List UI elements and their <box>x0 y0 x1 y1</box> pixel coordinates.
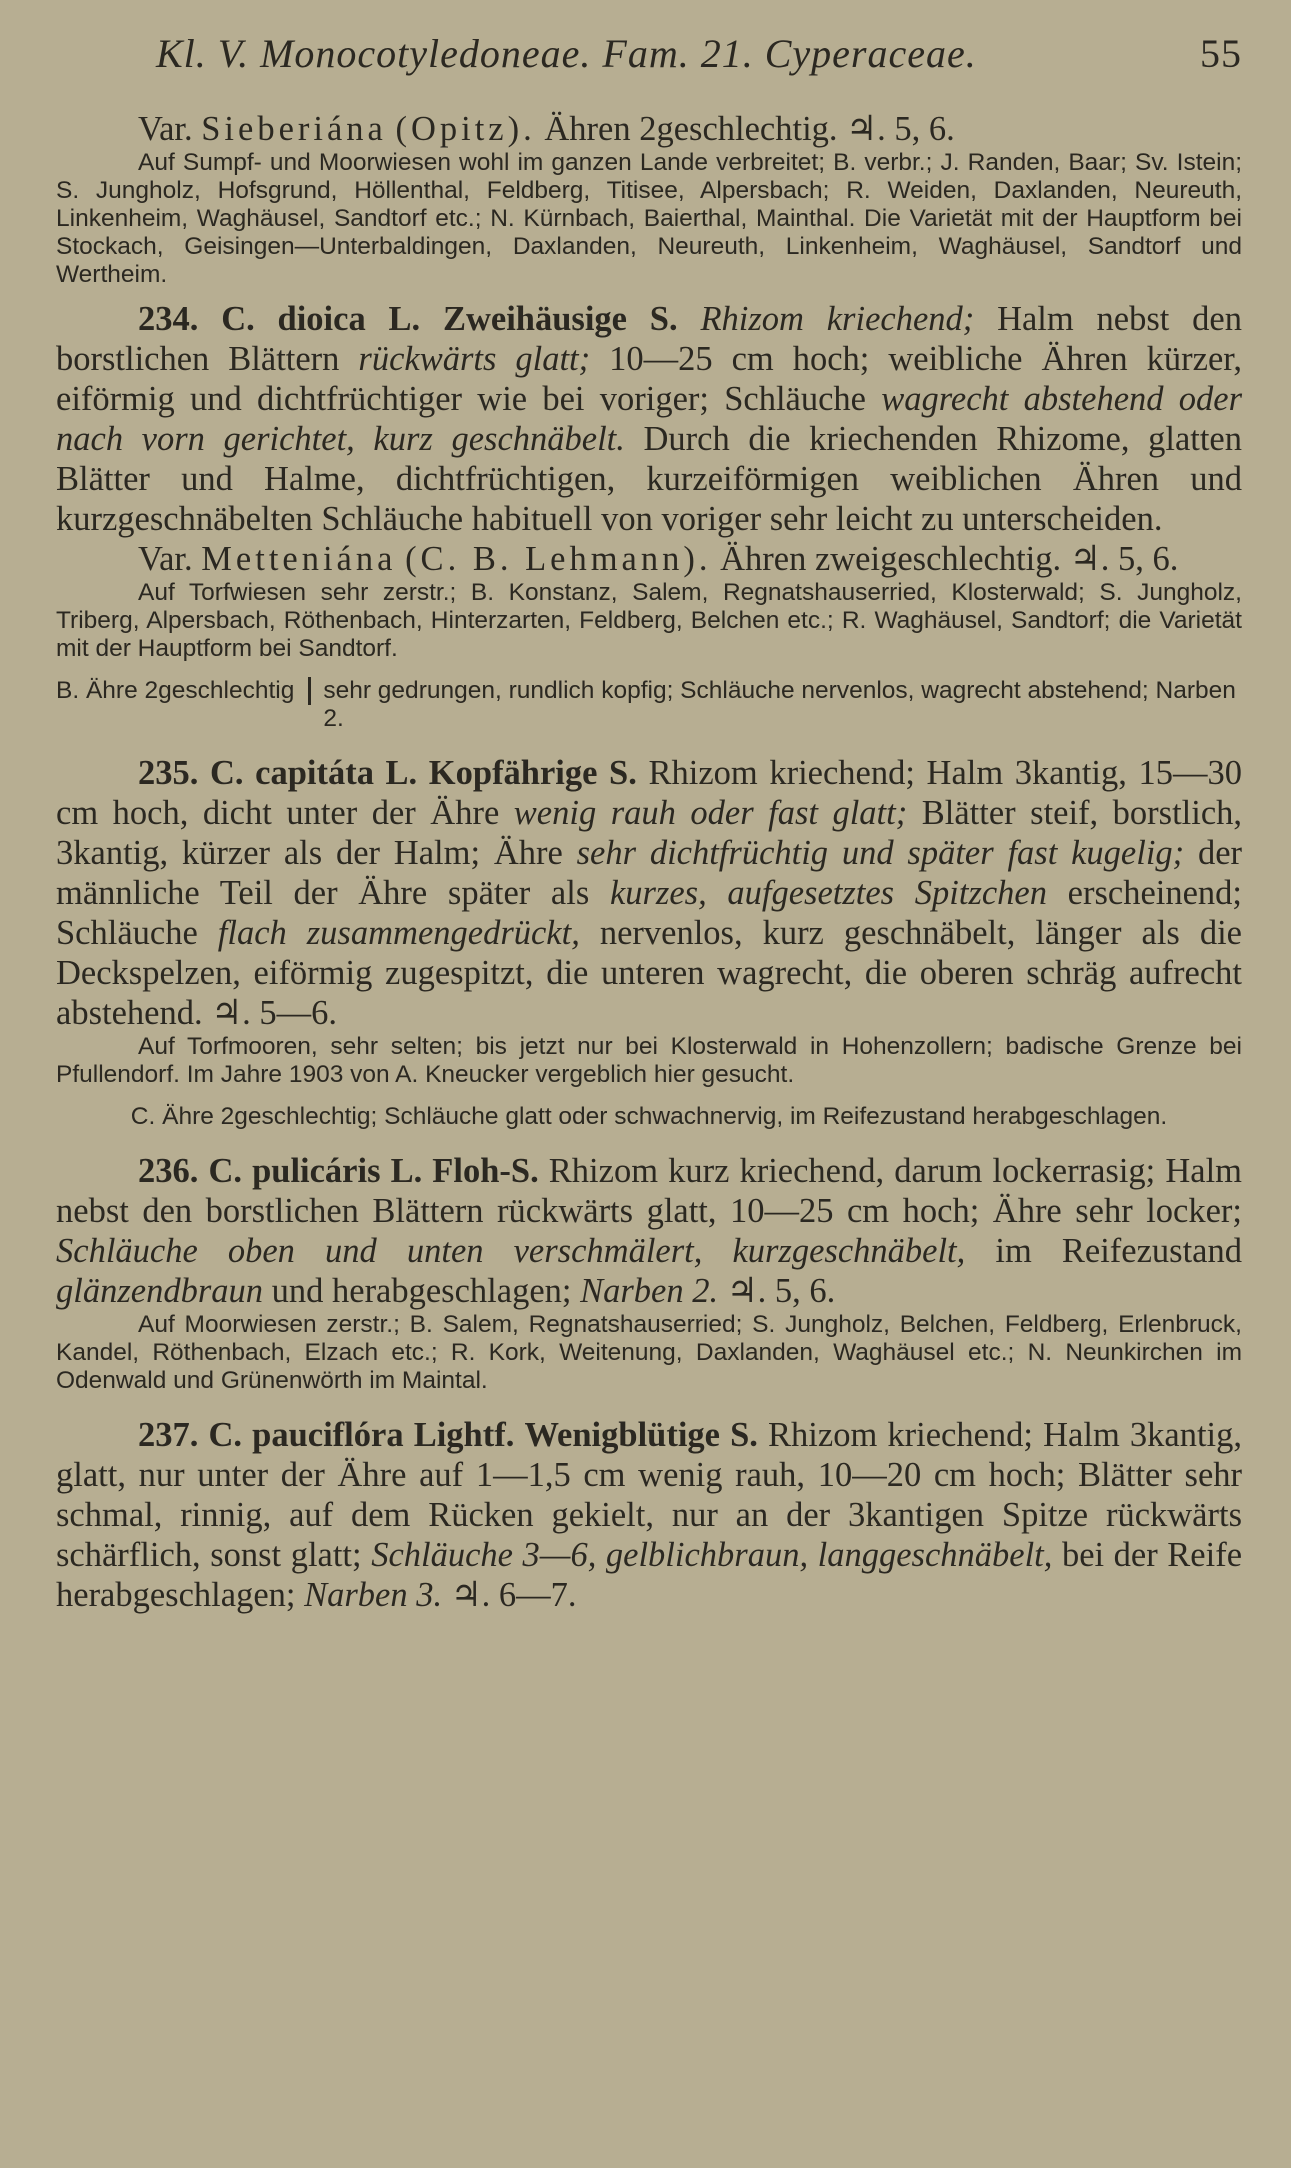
running-header <box>56 30 1242 77</box>
page <box>56 30 1242 1615</box>
header-title: Kl. V. Monocotyledoneae. Fam. 21. Cyperaceae. <box>156 31 977 76</box>
key-b-label: B. Ähre 2geschlechtig <box>56 677 311 705</box>
distribution-235: Auf Torfmooren, sehr selten; bis jetzt nur bei Klosterwald in Hohenzollern; badische Grenze bei Pfullendorf. Im Jahre 1903 von A. Kneucker vergeblich hier gesucht. <box>56 1033 1242 1088</box>
entry-235 <box>56 753 1242 1089</box>
variety-metteniana: Var. Metteniána (C. B. Lehmann). Ähren zweigeschlechtig. ♃. 5, 6. <box>138 540 1179 578</box>
variety-sieberiana: Var. Sieberiána (Opitz). Ähren 2geschlechtig. ♃. 5, 6. <box>138 110 955 148</box>
entry-237-text: 237. C. pauciflóra Lightf. Wenigblütige S. Rhizom kriechend; Halm 3kantig, glatt, nur unter der Ähre auf 1—1,5 cm wenig rauh, 10—20 cm hoch; Blätter sehr schmal, rinnig, auf dem Rücken gekielt, nur an der 3kantigen Spitze rückwärts schärflich, sonst glatt; Schläuche 3—6, gelblichbraun, langgeschnäbelt, bei der Reife herabgeschlagen; Narben 3. ♃. 6—7. <box>56 1416 1243 1614</box>
entry-237 <box>56 1415 1242 1615</box>
entry-236-text: 236. C. pulicáris L. Floh-S. Rhizom kurz kriechend, darum lockerrasig; Halm nebst den borstlichen Blättern rückwärts glatt, 10—25 cm hoch; Ähre sehr locker; Schläuche oben und unten verschmälert, kurzgeschnäbelt, im Reifezustand glänzendbraun und herabgeschlagen; Narben 2. ♃. 5, 6. <box>56 1152 1242 1310</box>
distribution-234: Auf Torfwiesen sehr zerstr.; B. Konstanz, Salem, Regnatshauserried, Klosterwald; S. Jungholz, Triberg, Alpersbach, Röthenbach, Hinterzarten, Feldberg, Belchen etc.; R. Waghäusel, Sandtorf; die Varietät mit der Hauptform bei Sandtorf. <box>56 579 1242 662</box>
entry-236 <box>56 1151 1242 1395</box>
key-b <box>56 677 1242 733</box>
page-number: 55 <box>1200 31 1242 76</box>
entry-234-text: 234. C. dioica L. Zweihäusige S. Rhizom kriechend; Halm nebst den borstlichen Blättern rückwärts glatt; 10—25 cm hoch; weibliche Ähren kürzer, eiförmig und dichtfrüchtiger wie bei voriger; Schläuche wagrecht abstehend oder nach vorn gerichtet, kurz geschnäbelt. Durch die kriechenden Rhizome, glatten Blätter und Halme, dichtfrüchtigen, kurzeiförmigen weiblichen Ähren und kurzgeschnäbelten Schläuche habituell von voriger sehr leicht zu unterscheiden. <box>56 300 1243 538</box>
entry-234 <box>56 299 1242 663</box>
key-b-text: sehr gedrungen, rundlich kopfig; Schläuche nervenlos, wagrecht abstehend; Narben 2. <box>323 677 1236 732</box>
key-c: C. Ähre 2geschlechtig; Schläuche glatt oder schwachnervig, im Reifezustand herabgeschlagen. <box>130 1103 1168 1130</box>
entry-235-text: 235. C. capitáta L. Kopfährige S. Rhizom kriechend; Halm 3kantig, 15—30 cm hoch, dicht unter der Ähre wenig rauh oder fast glatt; Blätter steif, borstlich, 3kantig, kürzer als der Halm; Ähre sehr dichtfrüchtig und später fast kugelig; der männliche Teil der Ähre später als kurzes, aufgesetztes Spitzchen erscheinend; Schläuche flach zusammengedrückt, nervenlos, kurz geschnäbelt, länger als die Deckspelzen, eiförmig zugespitzt, die unteren wagrecht, die oberen schräg aufrecht abstehend. ♃. 5—6. <box>56 754 1243 1032</box>
distribution-sieberiana: Auf Sumpf- und Moorwiesen wohl im ganzen Lande verbreitet; B. verbr.; J. Randen, Baar; Sv. Istein; S. Jungholz, Hofsgrund, Höllenthal, Feldberg, Titisee, Alpersbach; R. Weiden, Daxlanden, Neureuth, Linkenheim, Waghäusel, Sandtorf etc.; N. Kürnbach, Baierthal, Mainthal. Die Varietät mit der Hauptform bei Stockach, Geisingen—Unterbaldingen, Daxlanden, Neureuth, Linkenheim, Waghäusel, Sandtorf und Wertheim. <box>56 149 1242 288</box>
distribution-236: Auf Moorwiesen zerstr.; B. Salem, Regnatshauserried; S. Jungholz, Belchen, Feldberg, Erlenbruck, Kandel, Röthenbach, Elzach etc.; R. Kork, Weitenung, Daxlanden, Waghäusel etc.; N. Neunkirchen im Odenwald und Grünenwörth im Maintal. <box>56 1311 1242 1394</box>
